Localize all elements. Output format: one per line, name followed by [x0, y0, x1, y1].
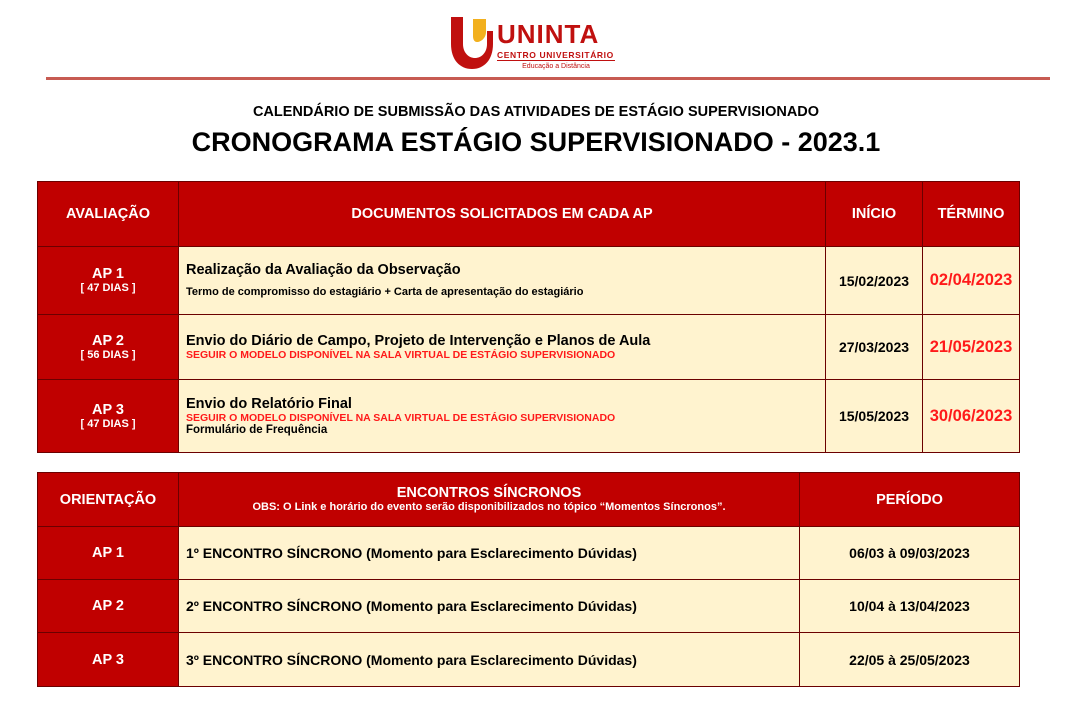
ap-label: AP 2 — [38, 580, 179, 633]
sessions-title: ENCONTROS SÍNCRONOS — [396, 485, 582, 501]
ap-label: AP 1 — [38, 527, 179, 580]
ap-cell — [38, 247, 179, 315]
document-form: Formulário de Frequência — [186, 423, 328, 436]
col-end: TÉRMINO — [923, 182, 1020, 247]
col-sessions — [179, 473, 800, 527]
document-instruction: SEGUIR O MODELO DISPONÍVEL NA SALA VIRTUAL DE ESTÁGIO SUPERVISIONADO — [186, 349, 616, 361]
start-date: 15/02/2023 — [826, 247, 923, 315]
page-subtitle: CALENDÁRIO DE SUBMISSÃO DAS ATIVIDADES DE ESTÁGIO SUPERVISIONADO — [252, 104, 820, 120]
header-rule — [46, 77, 1050, 80]
sessions-header-row — [38, 473, 1020, 527]
session-title: 1º ENCONTRO SÍNCRONO (Momento para Esclarecimento Dúvidas) — [179, 527, 800, 580]
col-documents: DOCUMENTOS SOLICITADOS EM CADA AP — [179, 182, 826, 247]
start-date: 27/03/2023 — [826, 315, 923, 380]
session-period: 22/05 à 25/05/2023 — [800, 633, 1020, 687]
page-title: CRONOGRAMA ESTÁGIO SUPERVISIONADO - 2023.1 — [191, 127, 881, 157]
table-row — [38, 580, 1020, 633]
uninta-emblem-icon — [448, 13, 494, 71]
documents-cell — [179, 380, 826, 453]
table-row — [38, 527, 1020, 580]
ap-cell — [38, 380, 179, 453]
schedule-header-row — [38, 182, 1020, 247]
schedule-table — [37, 181, 1020, 453]
col-evaluation: AVALIAÇÃO — [38, 182, 179, 247]
ap-label: AP 3 — [92, 401, 124, 418]
documents-cell — [179, 315, 826, 380]
logo-tagline: Educação a Distância — [522, 63, 590, 70]
end-date: 21/05/2023 — [923, 315, 1020, 380]
logo-brand-text: UNINTA — [497, 19, 600, 49]
documents-cell — [179, 247, 826, 315]
document-instruction: SEGUIR O MODELO DISPONÍVEL NA SALA VIRTUAL DE ESTÁGIO SUPERVISIONADO — [186, 411, 616, 424]
table-row — [38, 247, 1020, 315]
col-period: PERÍODO — [800, 473, 1020, 527]
uninta-logo — [448, 13, 648, 73]
session-title: 3º ENCONTRO SÍNCRONO (Momento para Esclarecimento Dúvidas) — [179, 633, 800, 687]
logo-subtitle: CENTRO UNIVERSITÁRIO — [497, 50, 614, 60]
end-date: 02/04/2023 — [923, 247, 1020, 315]
document-title: Envio do Diário de Campo, Projeto de Intervenção e Planos de Aula — [186, 333, 651, 349]
session-title: 2º ENCONTRO SÍNCRONO (Momento para Esclarecimento Dúvidas) — [179, 580, 800, 633]
logo-divider — [497, 60, 615, 61]
col-start: INÍCIO — [826, 182, 923, 247]
ap-days: [ 56 DIAS ] — [80, 348, 136, 361]
ap-days: [ 47 DIAS ] — [80, 417, 136, 430]
ap-cell — [38, 315, 179, 380]
sessions-obs: OBS: O Link e horário do evento serão disponibilizados no tópico “Momentos Síncronos”. — [252, 501, 726, 513]
document-title: Realização da Avaliação da Observação — [186, 262, 461, 278]
ap-days: [ 47 DIAS ] — [80, 282, 136, 294]
table-row — [38, 633, 1020, 687]
ap-label: AP 3 — [38, 633, 179, 687]
table-row — [38, 315, 1020, 380]
col-orientation: ORIENTAÇÃO — [38, 473, 179, 527]
start-date: 15/05/2023 — [826, 380, 923, 453]
ap-label: AP 1 — [92, 266, 124, 282]
sessions-table — [37, 472, 1020, 687]
session-period: 06/03 à 09/03/2023 — [800, 527, 1020, 580]
ap-label: AP 2 — [92, 332, 124, 349]
table-row — [38, 380, 1020, 453]
end-date: 30/06/2023 — [923, 380, 1020, 453]
document-note: Termo de compromisso do estagiário + Carta de apresentação do estagiário — [186, 286, 584, 298]
session-period: 10/04 à 13/04/2023 — [800, 580, 1020, 633]
document-title: Envio do Relatório Final — [186, 395, 352, 412]
